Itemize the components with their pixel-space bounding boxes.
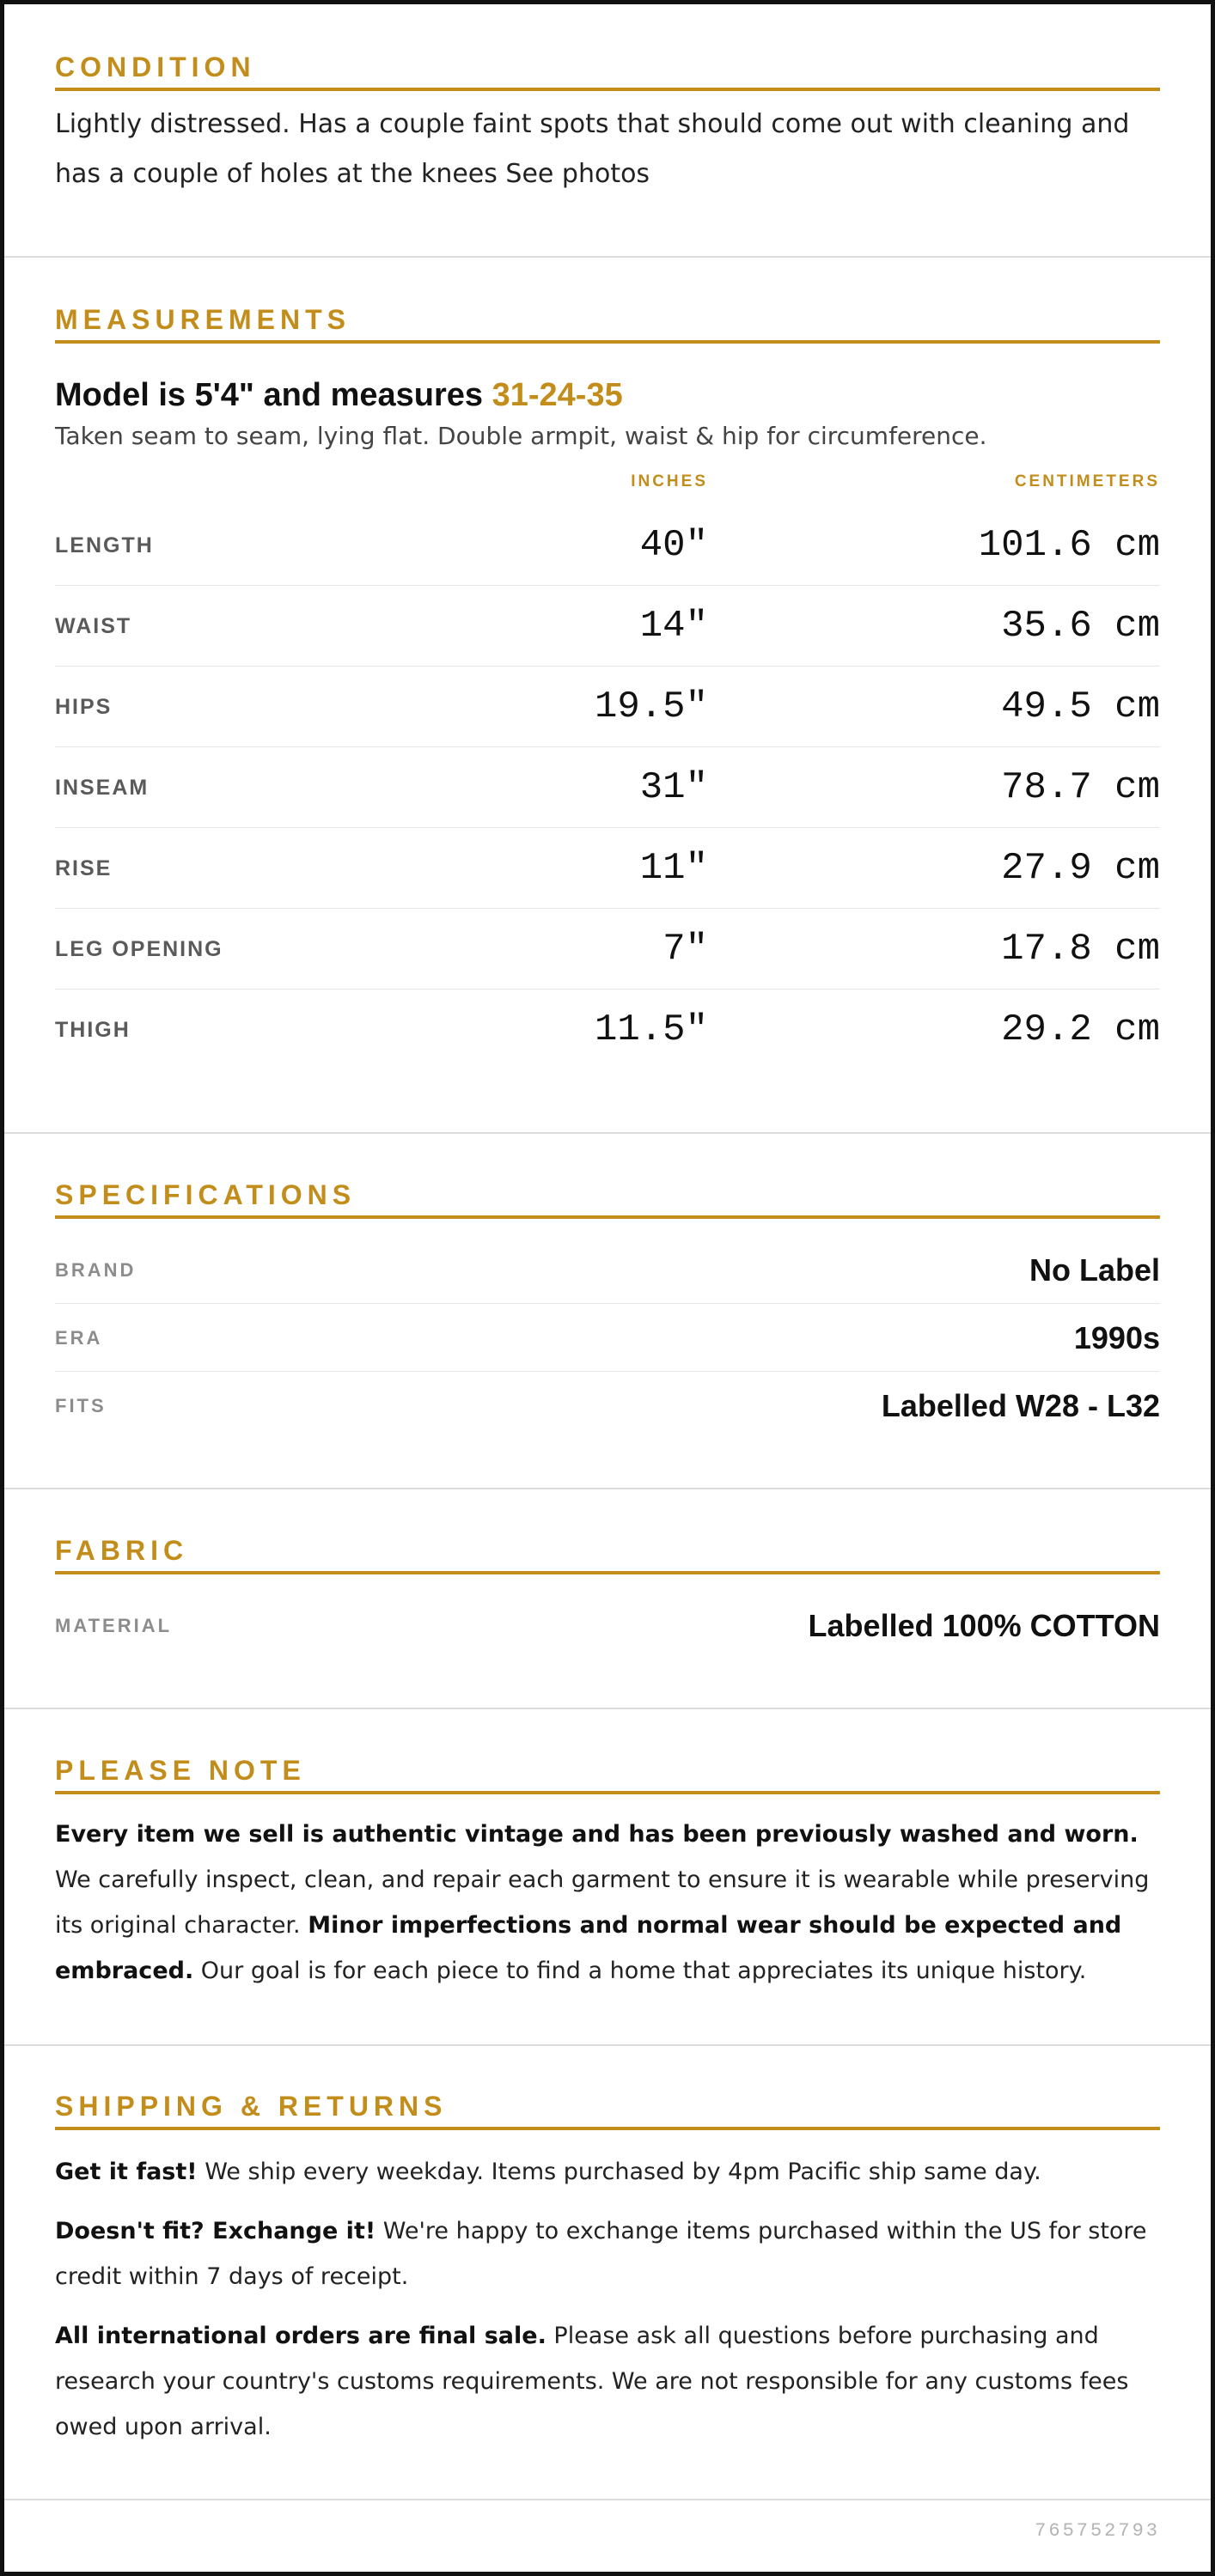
specifications-section — [4, 1171, 1211, 1489]
table-row — [55, 990, 1160, 1070]
list-item — [55, 1592, 1160, 1659]
list-item — [55, 1372, 1160, 1440]
international-text: Please ask all questions before purchasing and research your country's customs requirements. We are not responsible for any customs fees owed upon arrival. — [55, 2323, 1129, 2440]
shipping-returns-section — [4, 2082, 1211, 2500]
list-item — [55, 1304, 1160, 1372]
centimeters-column-header: CENTIMETERS — [1014, 472, 1160, 490]
spec-label: ERA — [55, 1327, 103, 1349]
condition-text: Lightly distressed. Has a couple faint spots that should come out with cleaning and has a couple of holes at the knees See photos — [55, 109, 1130, 189]
exchange-text: We're happy to exchange items purchased within the US for store credit within 7 days of receipt. — [55, 2218, 1147, 2290]
sku-number: 765752793 — [1035, 2520, 1160, 2542]
inches-column-header: INCHES — [631, 472, 708, 490]
specifications-heading: SPECIFICATIONS — [55, 1171, 1160, 1219]
table-row — [55, 505, 1160, 586]
spec-value: Labelled W28 - L32 — [881, 1388, 1160, 1423]
note-bold-authentic: Every item we sell is authentic vintage and has been previously washed and worn. — [55, 1821, 1139, 1848]
please-note-text — [55, 1812, 1160, 1994]
model-measurements-value: 31-24-35 — [491, 377, 623, 413]
condition-heading: CONDITION — [55, 43, 1160, 91]
measurement-cm: 17.8 cm — [1001, 928, 1160, 971]
measurement-inches: 14" — [639, 605, 708, 648]
fabric-list — [55, 1592, 1160, 1659]
measurement-label: INSEAM — [55, 776, 150, 800]
shipping-fast-paragraph — [55, 2149, 1160, 2195]
model-measurements — [55, 371, 1160, 419]
measurement-inches: 11.5" — [594, 1008, 708, 1051]
table-row — [55, 586, 1160, 667]
please-note-heading: PLEASE NOTE — [55, 1746, 1160, 1794]
measurement-inches: 11" — [639, 847, 708, 890]
shipping-returns-content — [55, 2149, 1160, 2450]
exchange-bold: Doesn't fit? Exchange it! — [55, 2218, 376, 2244]
measurement-cm: 27.9 cm — [1001, 847, 1160, 890]
shipping-fast-bold: Get it fast! — [55, 2159, 198, 2185]
measurements-section — [4, 295, 1211, 1134]
spec-value: Labelled 100% COTTON — [808, 1608, 1160, 1643]
spec-label: FITS — [55, 1395, 107, 1416]
spec-value: No Label — [1029, 1252, 1160, 1288]
measurements-column-headers — [55, 454, 1160, 505]
measurement-cm: 78.7 cm — [1001, 766, 1160, 809]
measurement-inches: 19.5" — [594, 685, 708, 728]
table-row — [55, 828, 1160, 909]
specifications-list — [55, 1236, 1160, 1440]
measurement-label: LEG OPENING — [55, 937, 223, 961]
table-row — [55, 909, 1160, 990]
please-note-section — [4, 1746, 1211, 2046]
note-text-goal: Our goal is for each piece to find a home that appreciates its unique history. — [193, 1958, 1087, 1984]
table-row — [55, 747, 1160, 828]
international-bold: All international orders are final sale. — [55, 2323, 546, 2349]
exchange-paragraph — [55, 2208, 1160, 2299]
measurements-heading: MEASUREMENTS — [55, 295, 1160, 344]
measurement-label: RISE — [55, 856, 113, 880]
spec-label: MATERIAL — [55, 1615, 173, 1636]
international-paragraph — [55, 2313, 1160, 2450]
model-measurements-prefix: Model is 5'4" and measures — [55, 377, 492, 413]
note-bold-imperfections: Minor imperfections and normal wear should be expected and embraced. — [55, 1912, 1122, 1984]
spec-label: BRAND — [55, 1259, 137, 1281]
measurement-label: THIGH — [55, 1018, 131, 1042]
measurement-cm: 29.2 cm — [1001, 1008, 1160, 1051]
measurement-inches: 40" — [639, 524, 708, 567]
list-item — [55, 1236, 1160, 1304]
spec-value: 1990s — [1073, 1320, 1160, 1355]
measurements-table — [55, 505, 1160, 1070]
note-text-care: We carefully inspect, clean, and repair each garment to ensure it is wearable while preserving its original character. — [55, 1867, 1150, 1939]
measurement-inches: 7" — [662, 928, 708, 971]
measurement-cm: 49.5 cm — [1001, 685, 1160, 728]
measurement-label: LENGTH — [55, 533, 154, 557]
measurements-method-note: Taken seam to seam, lying flat. Double armpit, waist & hip for circumference. — [55, 422, 987, 450]
shipping-returns-heading: SHIPPING & RETURNS — [55, 2082, 1160, 2130]
measurement-cm: 35.6 cm — [1001, 605, 1160, 648]
table-row — [55, 667, 1160, 747]
condition-section — [4, 43, 1211, 258]
fabric-section — [4, 1526, 1211, 1709]
shipping-fast-text: We ship every weekday. Items purchased by 4pm Pacific ship same day. — [197, 2159, 1041, 2185]
measurement-label: WAIST — [55, 614, 132, 638]
measurement-label: HIPS — [55, 695, 113, 719]
measurement-inches: 31" — [639, 766, 708, 809]
fabric-heading: FABRIC — [55, 1526, 1160, 1574]
measurement-cm: 101.6 cm — [978, 524, 1160, 567]
